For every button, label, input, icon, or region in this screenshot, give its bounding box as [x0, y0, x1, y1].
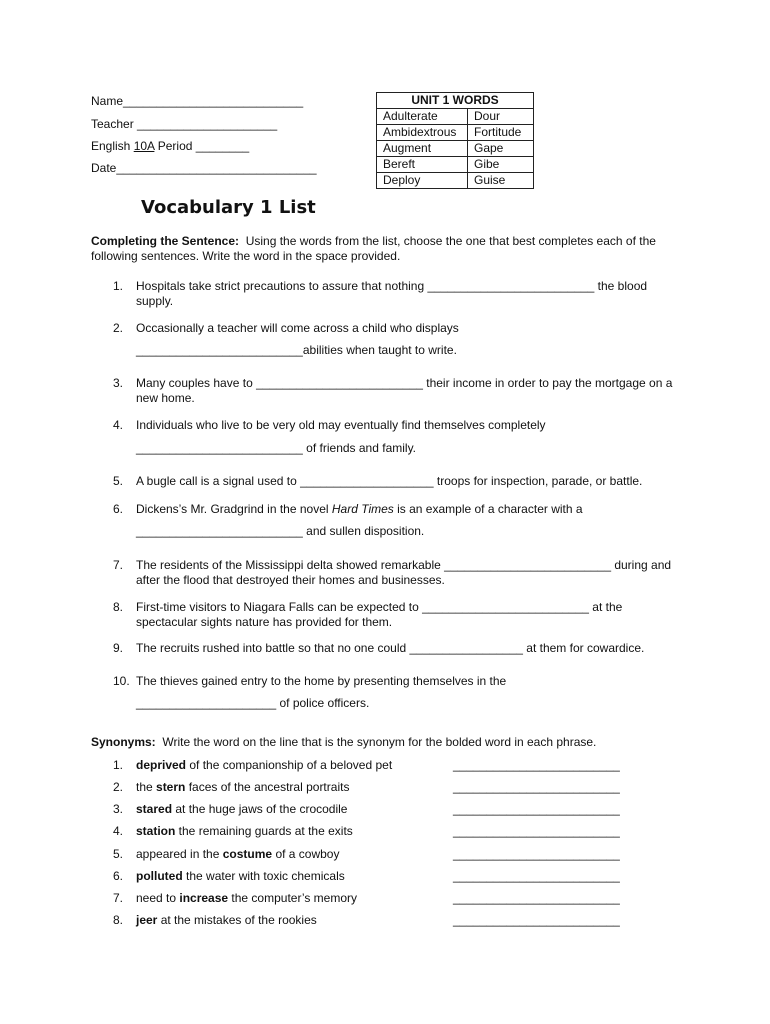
word-cell: Adulterate [377, 109, 468, 125]
synonym-answer-line[interactable]: _________________________ [453, 869, 620, 883]
synonym-number: 1. [113, 758, 124, 772]
question-number: 9. [113, 641, 124, 655]
question-text: Occasionally a teacher will come across a child who displays [136, 321, 459, 335]
question-text-part: is an example of a character with a [393, 502, 583, 516]
table-row [377, 157, 534, 173]
question-text [136, 502, 686, 517]
synonym-number: 8. [113, 913, 124, 927]
synonym-phrase: station the remaining guards at the exits [136, 824, 353, 838]
completing-heading: Completing the Sentence: [91, 234, 240, 248]
page-title: Vocabulary 1 List [141, 197, 316, 218]
question-number: 7. [113, 558, 124, 572]
synonym-phrase: stared at the huge jaws of the crocodile [136, 802, 348, 816]
bolded-word: deprived [136, 758, 187, 772]
question-blank-line[interactable]: _____________________ of police officers. [136, 696, 370, 710]
unit-words-title: UNIT 1 WORDS [377, 93, 534, 109]
question-text-part: Dickens’s Mr. Gradgrind in the novel [136, 502, 332, 516]
synonym-answer-line[interactable]: _________________________ [453, 913, 620, 927]
word-cell: Gape [468, 141, 534, 157]
synonym-answer-line[interactable]: _________________________ [453, 824, 620, 838]
bolded-word: stern [156, 780, 186, 794]
table-row [377, 173, 534, 189]
synonym-phrase: the stern faces of the ancestral portraits [136, 780, 350, 794]
synonym-number: 4. [113, 824, 124, 838]
date-field[interactable]: Date______________________________ [91, 161, 317, 175]
synonym-number: 3. [113, 802, 124, 816]
question-number: 3. [113, 376, 124, 390]
synonym-number: 7. [113, 891, 124, 905]
bolded-word: stared [136, 802, 173, 816]
synonym-phrase: appeared in the costume of a cowboy [136, 847, 340, 861]
synonyms-instructions [91, 735, 596, 750]
question-text[interactable]: Many couples have to _________________________ their income in order to pay the mortgage on a new home. [136, 376, 673, 405]
word-cell: Guise [468, 173, 534, 189]
word-cell: Fortitude [468, 125, 534, 141]
synonym-answer-line[interactable]: _________________________ [453, 758, 620, 772]
synonym-phrase: polluted the water with toxic chemicals [136, 869, 345, 883]
period-field[interactable]: Period ________ [157, 139, 250, 153]
synonym-answer-line[interactable]: _________________________ [453, 891, 620, 905]
word-cell: Bereft [377, 157, 468, 173]
synonym-answer-line[interactable]: _________________________ [453, 780, 620, 794]
word-cell: Ambidextrous [377, 125, 468, 141]
word-cell: Augment [377, 141, 468, 157]
word-cell: Deploy [377, 173, 468, 189]
synonym-answer-line[interactable]: _________________________ [453, 847, 620, 861]
bolded-word: polluted [136, 869, 183, 883]
question-number: 8. [113, 600, 124, 614]
question-number: 5. [113, 474, 124, 488]
question-number: 2. [113, 321, 124, 335]
table-row [377, 141, 534, 157]
question-number: 1. [113, 279, 124, 293]
english-label: English [91, 139, 131, 153]
english-period-field[interactable] [91, 139, 249, 154]
bolded-word: station [136, 824, 176, 838]
bolded-word: increase [179, 891, 229, 905]
question-text: Individuals who live to be very old may eventually find themselves completely [136, 418, 546, 432]
teacher-field[interactable]: Teacher _____________________ [91, 117, 278, 131]
question-blank-line[interactable]: _________________________ and sullen disposition. [136, 524, 425, 538]
synonym-number: 2. [113, 780, 124, 794]
name-field[interactable]: Name___________________________ [91, 94, 304, 108]
synonym-number: 5. [113, 847, 124, 861]
english-class: 10A [133, 139, 155, 153]
synonym-number: 6. [113, 869, 124, 883]
synonym-phrase: deprived of the companionship of a beloved pet [136, 758, 393, 772]
question-blank-line[interactable]: _________________________abilities when taught to write. [136, 343, 457, 357]
synonym-phrase: need to increase the computer’s memory [136, 891, 358, 905]
question-number: 4. [113, 418, 124, 432]
bolded-word: costume [222, 847, 273, 861]
synonyms-heading: Synonyms: [91, 735, 156, 749]
question-text[interactable]: First-time visitors to Niagara Falls can be expected to _________________________ at the spectacular sights nature has provided for them. [136, 600, 623, 629]
question-blank-line[interactable]: _________________________ of friends and family. [136, 441, 417, 455]
question-number: 6. [113, 502, 124, 516]
completing-instructions [91, 234, 691, 264]
synonym-phrase: jeer at the mistakes of the rookies [136, 913, 317, 927]
unit-words-table [376, 92, 534, 189]
question-text: The thieves gained entry to the home by presenting themselves in the [136, 674, 507, 688]
word-cell: Gibe [468, 157, 534, 173]
completing-instructions-text: Using the words from the list, choose the one that best completes each of the following sentences. Write the word in the space provided. [91, 234, 656, 263]
synonyms-instructions-text: Write the word on the line that is the synonym for the bolded word in each phrase. [162, 735, 597, 749]
question-number: 10. [113, 674, 130, 688]
question-text[interactable]: A bugle call is a signal used to ____________________ troops for inspection, parade, or battle. [136, 474, 643, 488]
table-row [377, 125, 534, 141]
question-text[interactable]: The residents of the Mississippi delta showed remarkable _________________________ during and after the flood that destroyed their homes and businesses. [136, 558, 672, 587]
table-row [377, 109, 534, 125]
question-text[interactable]: Hospitals take strict precautions to assure that nothing _________________________ the blood supply. [136, 279, 648, 308]
bolded-word: jeer [136, 913, 158, 927]
question-text[interactable]: The recruits rushed into battle so that no one could _________________ at them for cowardice. [136, 641, 645, 655]
word-cell: Dour [468, 109, 534, 125]
synonym-answer-line[interactable]: _________________________ [453, 802, 620, 816]
book-title: Hard Times [331, 502, 394, 516]
